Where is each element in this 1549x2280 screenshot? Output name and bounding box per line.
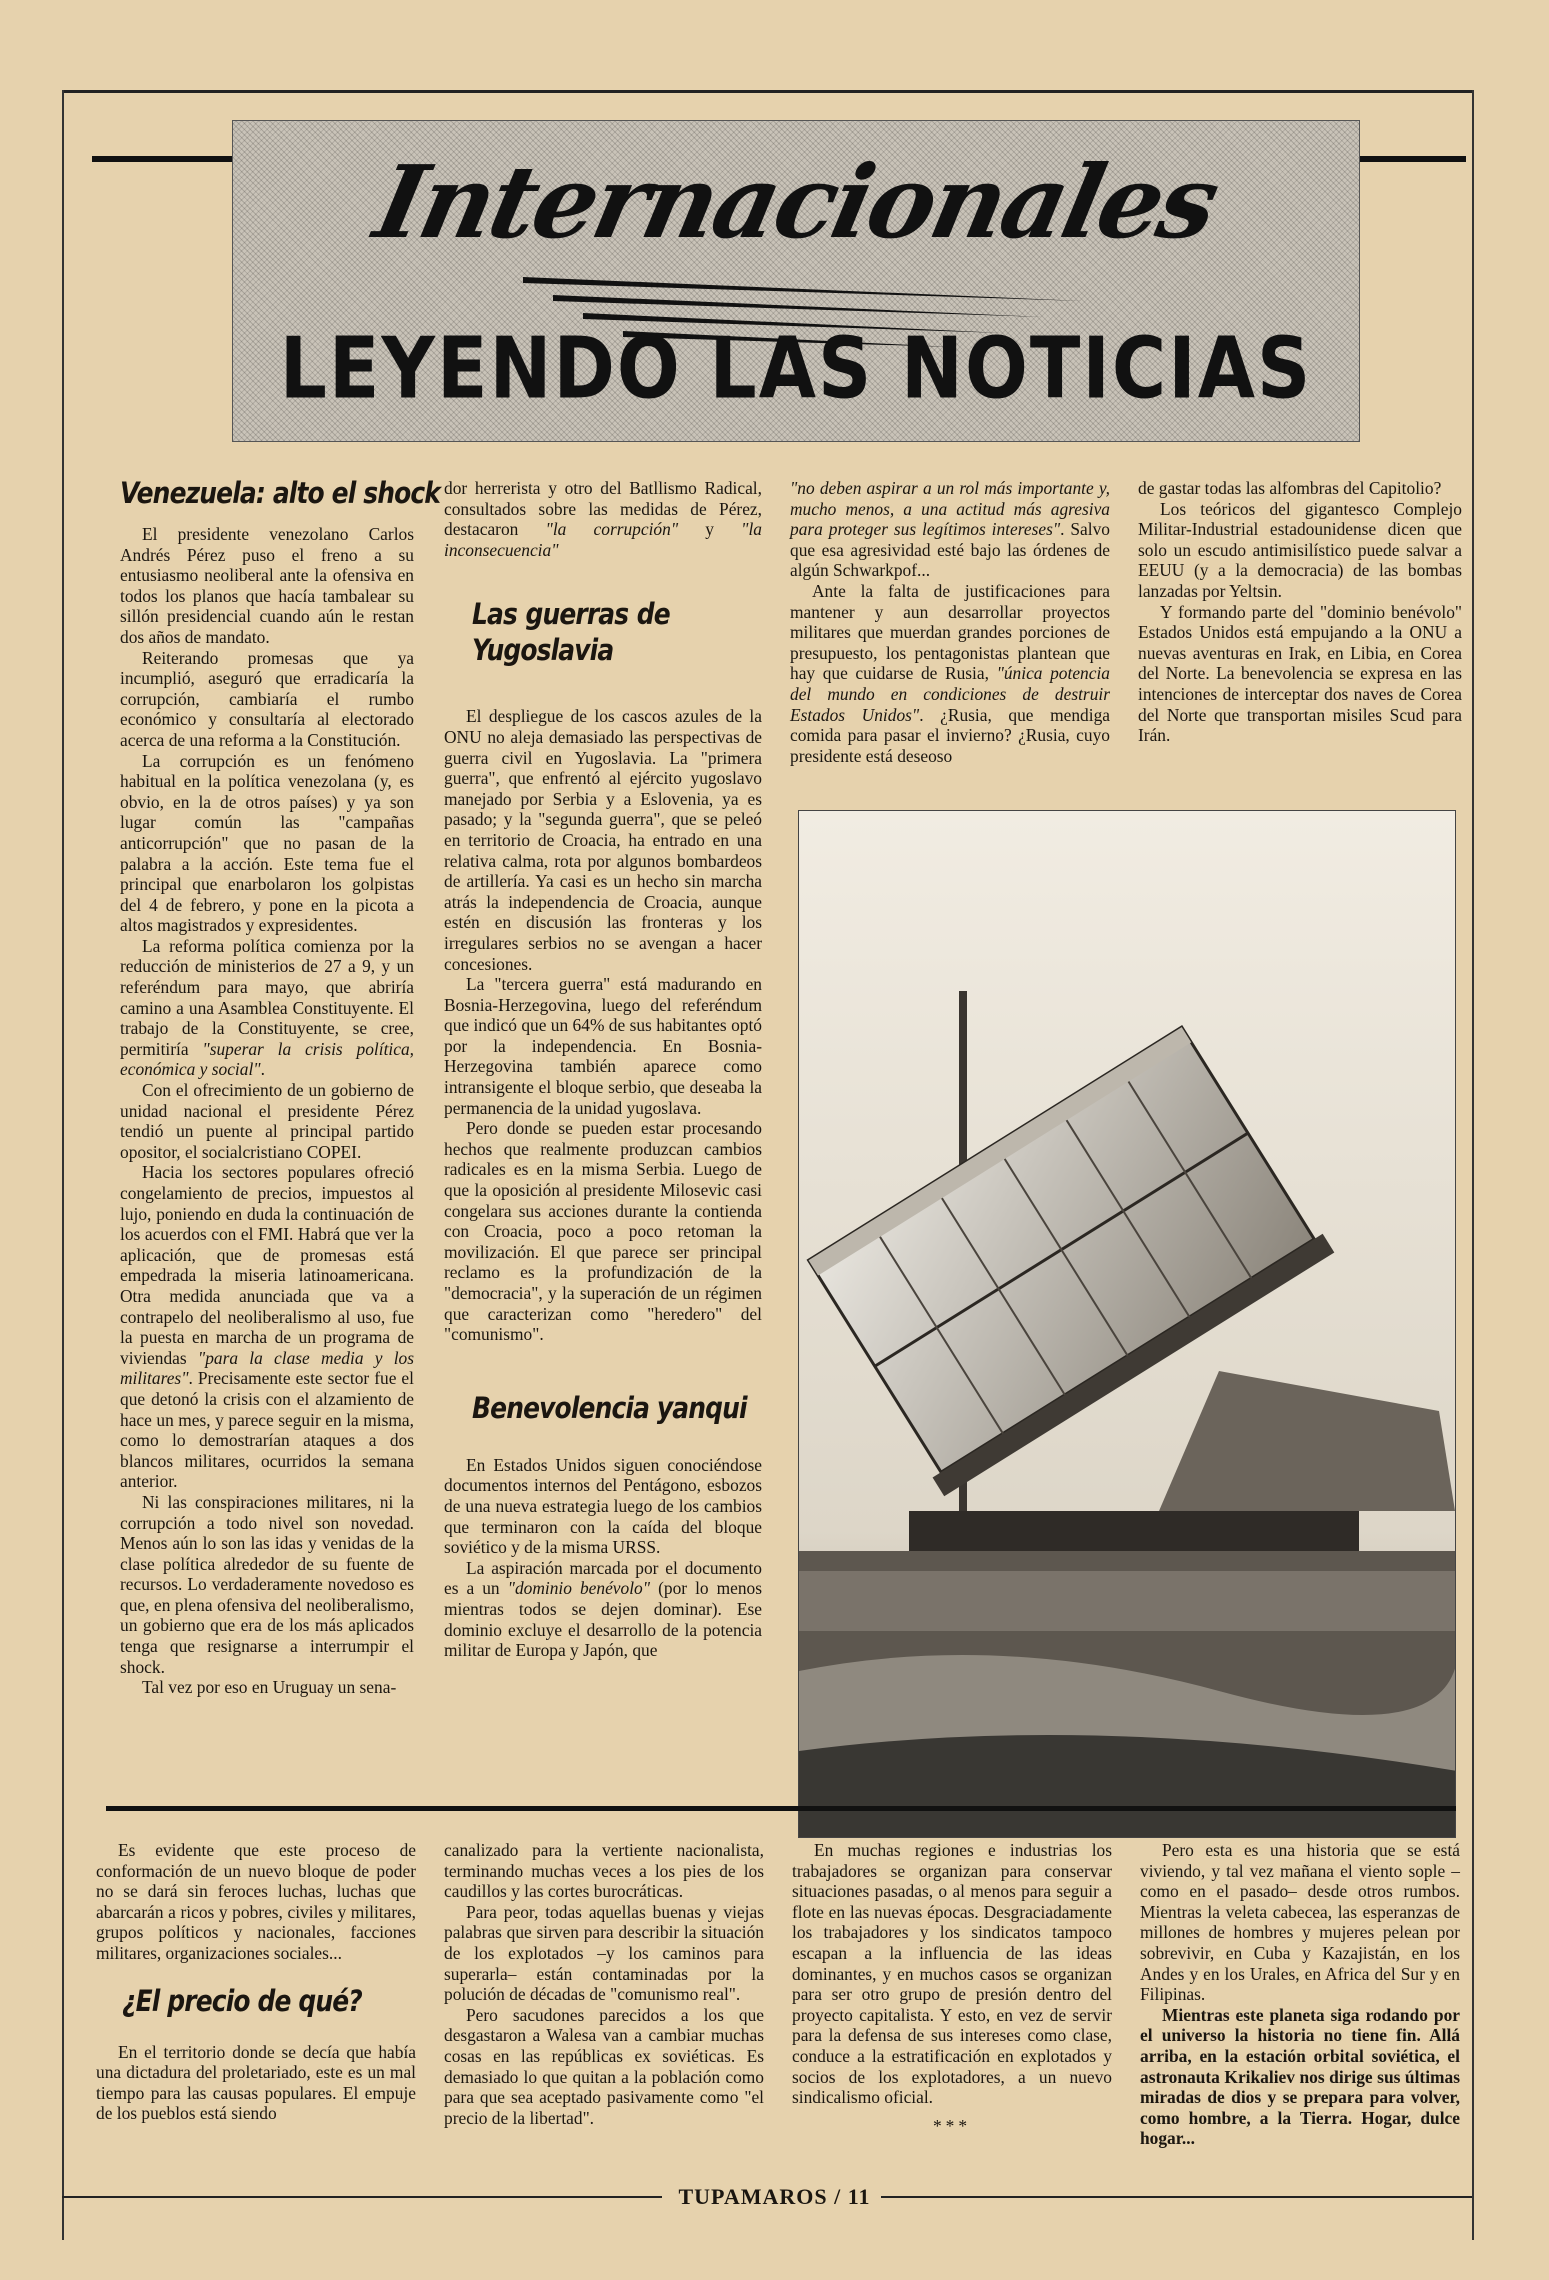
paragraph: Es evidente que este proceso de conformación de un nuevo bloque de poder no se dará sin feroces luchas, luchas que abarcarán a ricos y pobres, civiles y militares, grupos políticos y nacionales, facciones militares, organizaciones sociales... (96, 1840, 416, 1963)
quote: "superar la crisis política, económica y social" (120, 1038, 414, 1080)
paragraph (120, 936, 414, 1080)
paragraph: El presidente venezolano Carlos Andrés Pérez puso el freno a su entusiasmo neoliberal ante la ofensiva en todos los planos que hacía tambalear su sillón presidencial cuando aún le restan dos años de mandato. (120, 524, 414, 647)
paragraph: El despliegue de los cascos azules de la ONU no aleja demasiado las perspectivas de guerra civil en Yugoslavia. La "primera guerra", que enfrentó al ejército yugoslavo manejado por Serbia y a Eslovenia, ya es pasado; y la "segunda guerra", que se peleó en territorio de Croacia, ha entrado en una relativa calma, rota por algunos bombardeos de artillería. Ya casi es un hecho sin marcha atrás la independencia de Croacia, aunque estén en discusión las fronteras y los irregulares serbios no se avengan a hacer concesiones. (444, 706, 762, 974)
text: La aspiración marcada por el documento es a un (444, 1557, 762, 1599)
paragraph: Pero donde se pueden estar procesando hechos que realmente produzcan cambios radicales es en la misma Serbia. Luego de que la oposición al presidente Milosevic casi congelara sus acciones durante la contienda con Croacia, poco a poco retoman la movilización. El que parece ser principal reclamo es la profundización de la "democracia", y la superación de un régimen que caracterizan como "heredero" del "comunismo". (444, 1118, 762, 1345)
precio-title: ¿El precio de qué? (122, 1983, 362, 2018)
paragraph (790, 581, 1110, 766)
text: . Salvo que esa agresividad esté bajo las órdenes de algún Schwarkpof... (790, 519, 1110, 581)
column-yugoslavia (444, 478, 762, 1661)
paragraph (120, 1162, 414, 1492)
paragraph: Ni las conspiraciones militares, ni la corrupción a todo nivel son novedad. Menos aún lo son las idas y venidas de la clase política alrededor de su fuente de recursos. Lo verdaderamente novedoso es que, en plena ofensiva del neoliberalismo, un gobierno que era de los más aplicados tenga que resignarse a interrumpir el shock. (120, 1491, 414, 1677)
chassis (909, 1511, 1359, 1551)
paragraph: En Estados Unidos siguen conociéndose documentos internos del Pentágono, esbozos de una nueva estrategia luego de los cambios que terminaron con la caída del bloque soviético y de la misma URSS. (444, 1454, 762, 1558)
footer-text: TUPAMAROS / 11 (668, 2184, 880, 2210)
paragraph: Mientras este planeta siga rodando por el universo la historia no tiene fin. Allá arriba, en la estación orbital soviética, el astronauta Krikaliev nos dirige sus últimas miradas de dios y se prepara para volver, como hombre, a la Tierra. Hogar, dulce hogar... (1140, 2004, 1460, 2149)
streak (553, 295, 1043, 317)
text: (por lo menos mientras todos se dejen dominar). Ese dominio excluye el desarrollo de la potencia militar de Europa y Japón, que (444, 1578, 763, 1661)
paragraph: Para peor, todas aquellas buenas y viejas palabras que sirven para describir la situación de los explotados –y los caminos para superarla– están contaminadas por la polución de décadas de "comunismo real". (444, 1901, 764, 2005)
quote: "la inconsecuencia" (444, 519, 763, 560)
text: y (678, 519, 742, 540)
text: Hacia los sectores populares ofreció congelamiento de precios, impuestos al lujo, poniendo en duda la continuación de los acuerdos con el FMI. Habrá que ver la aplicación, que de promesas está empedrada la miseria latinoamericana. Otra medida anunciada que va a contrapelo del neoliberalismo al uso, fue la puesta en marcha de un programa de viviendas (120, 1162, 414, 1368)
paragraph (790, 478, 1110, 581)
text: dor herrerista y otro del Batllismo Radical, consultados sobre las medidas de Pérez, destacaron (444, 478, 762, 540)
quote: "dominio benévolo" (507, 1578, 651, 1599)
page-frame-left (62, 90, 64, 2240)
section-rule (106, 1806, 1456, 1811)
text: . (260, 1059, 265, 1080)
paragraph: Los teóricos del gigantesco Complejo Militar-Industrial estadounidense dicen que solo un escudo antimisilístico puede salvar a EEUU (y a la democracia) de las bombas lanzadas por Yeltsin. (1138, 498, 1462, 601)
text: La reforma política comienza por la reducción de ministerios de 27 a 9, y un referéndum para mayo, que abriría camino a una Asamblea Constituyente. El trabajo de la Constituyente, se cree, permitiría (120, 935, 414, 1059)
missile-launcher-photo (798, 810, 1456, 1838)
yugoslavia-title: Las guerras de Yugoslavia (472, 597, 670, 668)
text: . ¿Rusia, que mendiga comida para pasar el invierno? ¿Rusia, cuyo presidente está deseoso (790, 704, 1110, 766)
paragraph: Pero sacudones parecidos a los que desgastaron a Walesa van a cambiar muchas cosas en las repúblicas ex soviéticas. Es demasiado lo que quitan a la población como para que sea aceptado pasivamente como "el precio de la libertad". (444, 2004, 764, 2128)
paragraph: La "tercera guerra" está madurando en Bosnia-Herzegovina, luego del referéndum que indicó que un 64% de sus habitantes optó por la independencia. En Bosnia-Herzegovina también aparece como intransigente el bloque serbio, que deseaba la permanencia de la unidad yugoslava. (444, 974, 762, 1118)
bottom-column-4 (1140, 1840, 1460, 2149)
benevolencia-title: Benevolencia yanqui (472, 1390, 747, 1425)
paragraph (444, 1558, 762, 1661)
paragraph: Pero esta es una historia que se está viviendo, y tal vez mañana el viento sople –como en el pasado– desde otros rumbos. Mientras la veleta cabecea, las esperanzas de millones de hombres y mujeres pelean por sobrevivir, en Cuba y Kazajistán, en los Andes y en los Urales, en Africa del Sur y en Filipinas. (1140, 1840, 1460, 2005)
quote: "no deben aspirar a un rol más importante y, mucho menos, a una actitud más agresiva para proteger sus legítimos intereses" (790, 478, 1110, 540)
paragraph: Y formando parte del "dominio benévolo" Estados Unidos está empujando a la ONU a nuevas aventuras en Irak, en Libia, en Corea del Norte. La benevolencia se expresa en las intenciones de interceptar dos naves de Corea del Norte que transportan misiles Scud para Irán. (1138, 601, 1462, 746)
header-rule-left (92, 156, 232, 162)
venezuela-title: Venezuela: alto el shock (120, 476, 441, 510)
paragraph (444, 478, 762, 560)
page-footer (0, 2184, 1549, 2210)
paragraph: En el territorio donde se decía que había una dictadura del proletariado, este es un mal tiempo para las causas populares. El empuje de los pueblos está siendo (96, 2041, 416, 2124)
paragraph: Tal vez por eso en Uruguay un sena- (142, 1677, 397, 1698)
streak (523, 277, 1083, 301)
column-venezuela (120, 476, 441, 1698)
quote: "única potencia del mundo en condiciones de destruir Estados Unidos" (790, 663, 1110, 725)
paragraph: En muchas regiones e industrias los trabajadores se organizan para conservar situaciones pasadas, o al menos para seguir a flote en las nuevas épocas. Desgraciadamente los trabajadores y los sindicatos tampoco escapan a la influencia de las ideas dominantes, y en muchos casos se organizan para ser otro grupo de presión dentro del proyecto capitalista. Y esto, en vez de servir para la defensa de sus intereses como clase, conduce a la estratificación en explotados y socios de los explotadores, a un nuevo sindicalismo oficial. (792, 1840, 1112, 2108)
headline: LEYENDO LAS NOTICIAS (279, 319, 1313, 419)
paragraph: de gastar todas las alfombras del Capitolio? (1138, 478, 1442, 498)
header-rule-right (1360, 156, 1466, 162)
text: Ante la falta de justificaciones para mantener y aun desarrollar proyectos militares que muerdan grandes porciones de presupuesto, los pentagonistas plantean que hay que cuidarse de Rusia, (790, 580, 1110, 684)
paragraph: canalizado para la vertiente nacionalista, terminando muchas veces a los pies de los caudillos y las cortes burocráticas. (444, 1840, 764, 1902)
quote: "para la clase media y los militares" (120, 1347, 414, 1389)
text: . Precisamente este sector fue el que detonó la crisis con el alzamiento de hace un mes, y parece seguir en la misma, como lo demostrarían ataques a dos blancos militares, ocurridos la semana anterior. (120, 1368, 414, 1492)
paragraph: Reiterando promesas que ya incumplió, aseguró que erradicaría la corrupción, cambiaría el rumbo económico y consultaría al electorado acerca de una reforma a la Constitución. (120, 647, 414, 750)
section-title: Internacionales (365, 143, 1227, 261)
bottom-column-3 (792, 1840, 1112, 2136)
bottom-column-1 (96, 1840, 416, 2124)
end-stars: *** (932, 2115, 972, 2136)
quote: "la corrupción" (545, 519, 679, 540)
column-pentagono (790, 478, 1110, 766)
page-frame-top (62, 90, 1472, 93)
bottom-column-2 (444, 1840, 764, 2128)
page-frame-right (1472, 90, 1474, 2240)
photo-illustration (799, 811, 1456, 1838)
paragraph: La corrupción es un fenómeno habitual en la política venezolana (y, es obvio, en la de otros países) y ya son lugar común las "campañas anticorrupción" que no pasan de la palabra a la acción. Este tema fue el principal que enarbolaron los golpistas del 4 de febrero, y pone en la picota a altos magistrados y expresidentes. (120, 750, 414, 936)
paragraph: Con el ofrecimiento de un gobierno de unidad nacional el presidente Pérez tendió un puente al principal partido opositor, el socialcristiano COPEI. (120, 1080, 414, 1162)
column-benevolencia-cont (1138, 478, 1462, 746)
section-banner (232, 120, 1360, 442)
